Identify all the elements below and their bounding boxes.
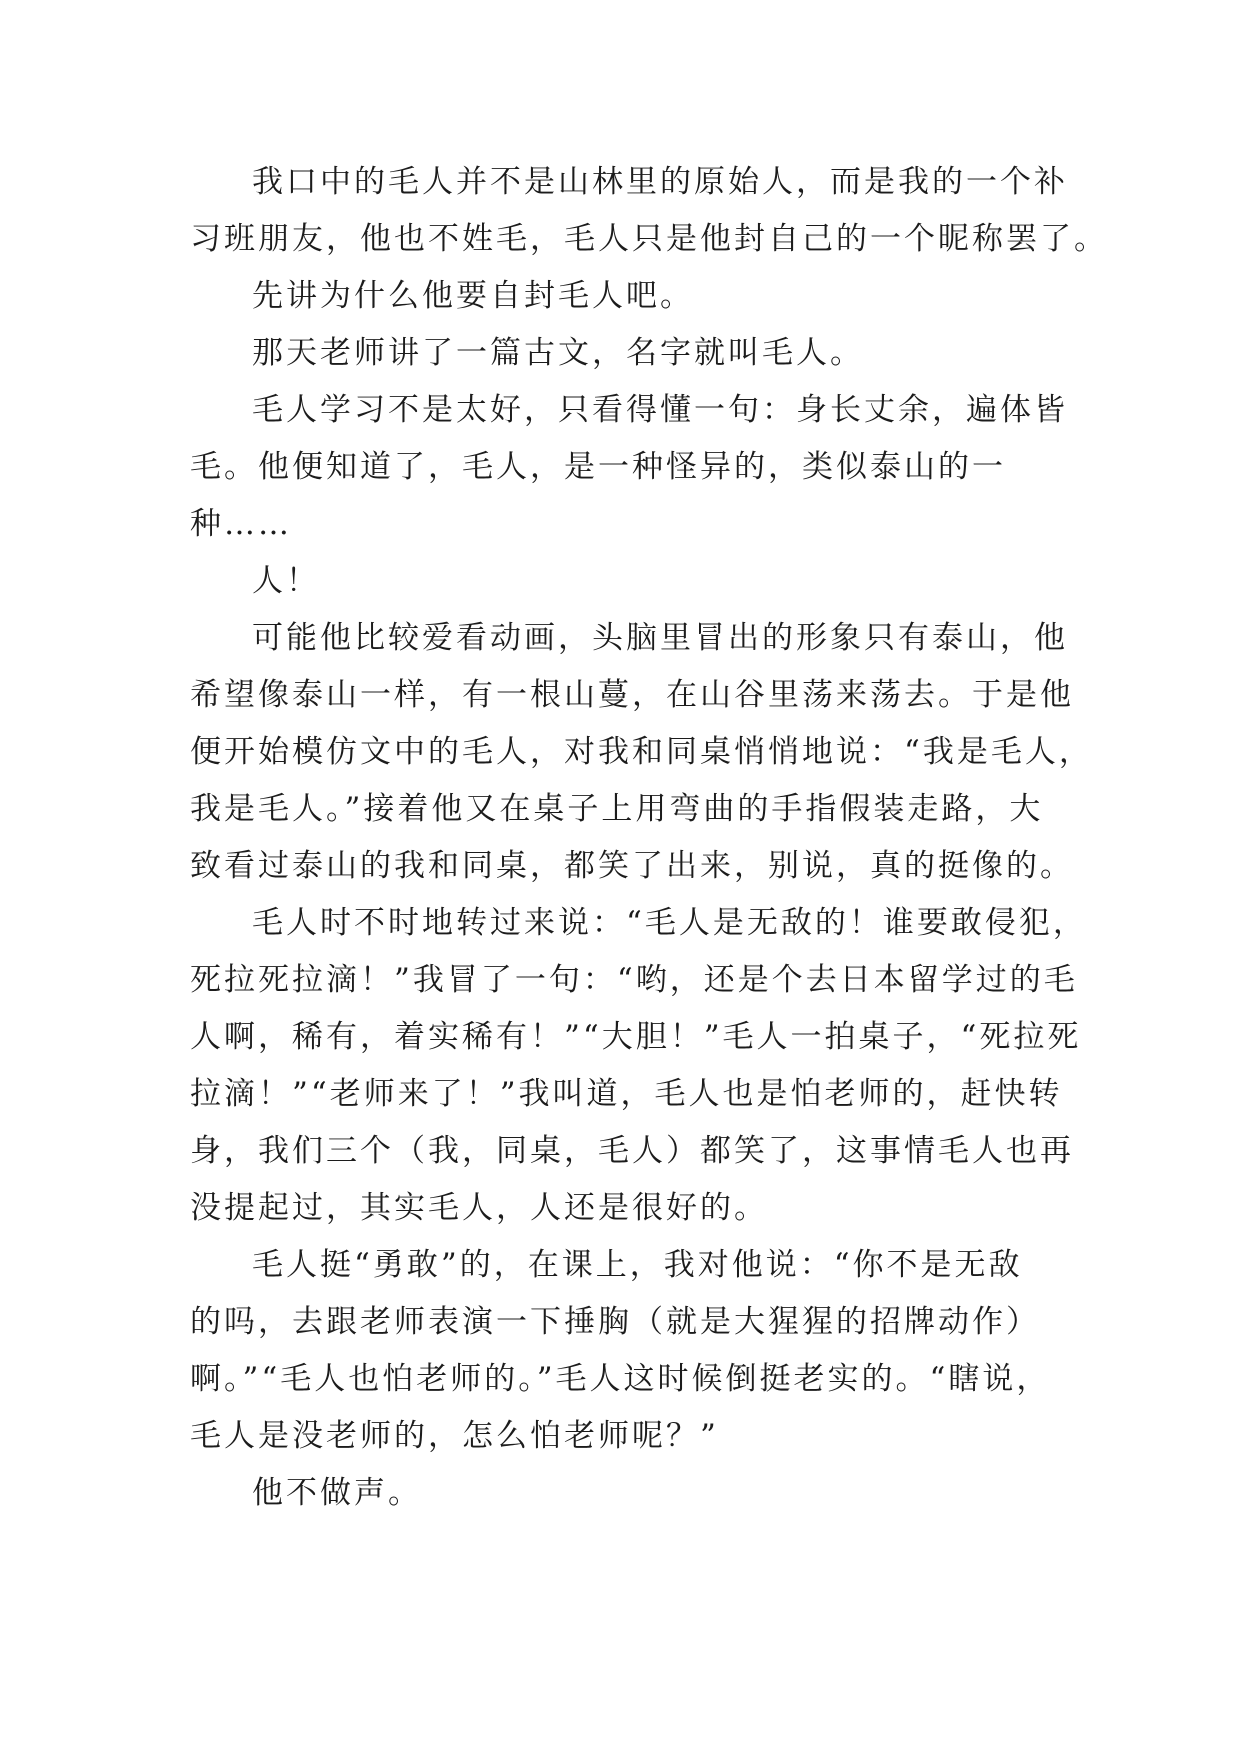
paragraph-line: 毛人挺“勇敢”的，在课上，我对他说：“你不是无敌 — [252, 1247, 1023, 1283]
paragraph-9 — [190, 1465, 1060, 1522]
paragraph-line: 死拉死拉滴！”我冒了一句：“哟，还是个去日本留学过的毛 — [190, 962, 1078, 998]
paragraph-line: 人！ — [252, 563, 320, 599]
paragraph-line: 便开始模仿文中的毛人，对我和同桌悄悄地说：“我是毛人， — [190, 734, 1093, 770]
paragraph-line: 可能他比较爱看动画，头脑里冒出的形象只有泰山，他 — [252, 620, 1068, 656]
paragraph-line: 啊。”“毛人也怕老师的。”毛人这时候倒挺老实的。“瞎说， — [190, 1361, 1051, 1397]
paragraph-line: 习班朋友，他也不姓毛，毛人只是他封自己的一个昵称罢了。 — [190, 221, 1108, 257]
paragraph-line: 致看过泰山的我和同桌，都笑了出来，别说，真的挺像的。 — [190, 848, 1074, 884]
paragraph-line: 的吗，去跟老师表演一下捶胸（就是大猩猩的招牌动作） — [190, 1304, 1040, 1340]
paragraph-line: 拉滴！”“老师来了！”我叫道，毛人也是怕老师的，赶快转 — [190, 1076, 1063, 1112]
document-body — [190, 154, 1108, 1522]
paragraph-line: 毛人时不时地转过来说：“毛人是无敌的！谁要敢侵犯， — [252, 905, 1087, 941]
paragraph-4 — [190, 382, 1068, 553]
paragraph-line: 我口中的毛人并不是山林里的原始人，而是我的一个补 — [252, 164, 1068, 200]
paragraph-8 — [190, 1237, 1060, 1465]
paragraph-5 — [190, 553, 1060, 610]
paragraph-line: 先讲为什么他要自封毛人吧。 — [252, 278, 694, 314]
paragraph-line: 毛人是没老师的，怎么怕老师呢？” — [190, 1418, 719, 1454]
paragraph-line: 没提起过，其实毛人，人还是很好的。 — [190, 1190, 768, 1226]
paragraph-7 — [190, 895, 1087, 1237]
paragraph-line: 希望像泰山一样，有一根山蔓，在山谷里荡来荡去。于是他 — [190, 677, 1074, 713]
paragraph-line: 他不做声。 — [252, 1475, 422, 1511]
paragraph-line: 毛。他便知道了，毛人，是一种怪异的，类似泰山的一 — [190, 449, 1006, 485]
paragraph-line: 毛人学习不是太好，只看得懂一句：身长丈余，遍体皆 — [252, 392, 1068, 428]
paragraph-line: 身，我们三个（我，同桌，毛人）都笑了，这事情毛人也再 — [190, 1133, 1074, 1169]
paragraph-line: 种…… — [190, 506, 292, 542]
paragraph-2 — [190, 268, 1060, 325]
paragraph-line: 我是毛人。”接着他又在桌子上用弯曲的手指假装走路，大 — [190, 791, 1044, 827]
paragraph-6 — [190, 610, 1093, 895]
paragraph-line: 人啊，稀有，着实稀有！”“大胆！”毛人一拍桌子，“死拉死 — [190, 1019, 1082, 1055]
paragraph-3 — [190, 325, 1060, 382]
paragraph-1 — [190, 154, 1108, 268]
paragraph-line: 那天老师讲了一篇古文，名字就叫毛人。 — [252, 335, 864, 371]
